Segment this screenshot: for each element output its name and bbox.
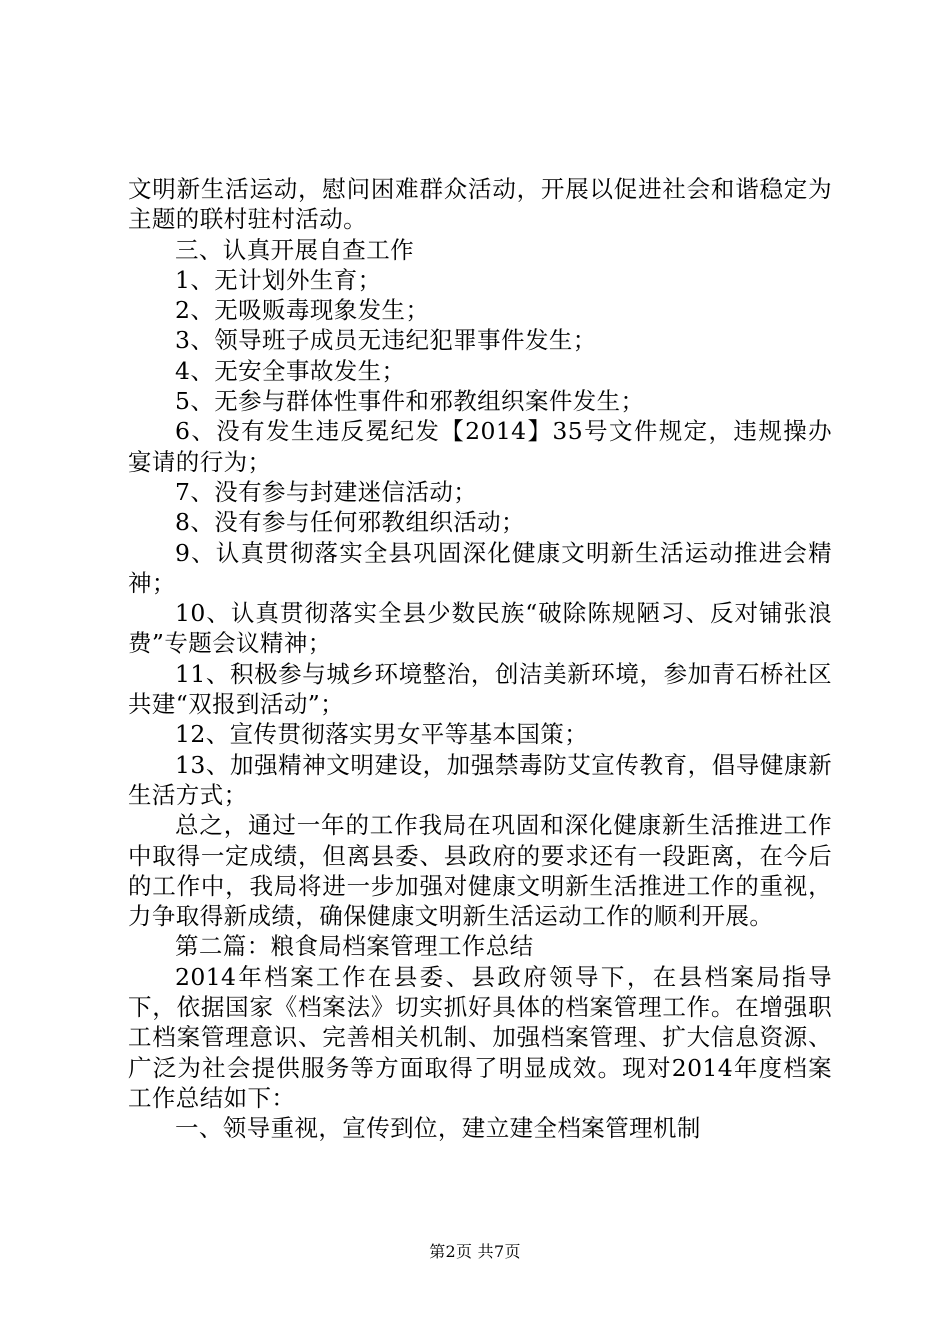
paragraph: 总之，通过一年的工作我局在巩固和深化健康新生活推进工作中取得一定成绩，但离县委、县政府的要求还有一段距离，在今后的工作中，我局将进一步加强对健康文明新生活推进工作的重视，力争取得新成绩，确保健康文明新生活运动工作的顺利开展。 [128, 811, 832, 931]
paragraph: 12、宣传贯彻落实男女平等基本国策； [175, 720, 589, 749]
document-body [128, 174, 832, 1144]
paragraph: 10、认真贯彻落实全县少数民族“破除陈规陋习、反对铺张浪费”专题会议精神； [128, 599, 832, 658]
paragraph: 1、无计划外生育； [175, 265, 382, 294]
paragraph: 4、无安全事故发生； [175, 356, 406, 385]
paragraph: 7、没有参与封建迷信活动； [175, 477, 478, 506]
paragraph: 3、领导班子成员无违纪犯罪事件发生； [175, 326, 597, 355]
paragraph: 三、认真开展自查工作 [175, 235, 414, 264]
paragraph: 5、无参与群体性事件和邪教组织案件发生； [175, 387, 645, 416]
paragraph: 第二篇：粮食局档案管理工作总结 [175, 932, 534, 961]
paragraph: 11、积极参与城乡环境整治，创洁美新环境，参加青石桥社区共建“双报到活动”； [128, 659, 832, 719]
paragraph: 2014年档案工作在县委、县政府领导下，在县档案局指导下，依据国家《档案法》切实抓好具体的档案管理工作。在增强职工档案管理意识、完善相关机制、加强档案管理、扩大信息资源、广泛为社会提供服务等方面取得了明显成效。现对2014年度档案工作总结如下： [128, 962, 832, 1112]
paragraph: 8、没有参与任何邪教组织活动； [175, 508, 525, 537]
paragraph: 2、无吸贩毒现象发生； [175, 296, 430, 325]
paragraph: 文明新生活运动，慰问困难群众活动，开展以促进社会和谐稳定为主题的联村驻村活动。 [128, 175, 832, 234]
page-footer: 第2页 共7页 [429, 1242, 521, 1261]
paragraph: 一、领导重视，宣传到位，建立建全档案管理机制 [175, 1114, 701, 1143]
paragraph: 13、加强精神文明建设，加强禁毒防艾宣传教育，倡导健康新生活方式； [128, 750, 832, 809]
paragraph: 9、认真贯彻落实全县巩固深化健康文明新生活运动推进会精神； [128, 538, 832, 597]
paragraph: 6、没有发生违反冕纪发【2014】35号文件规定，违规操办宴请的行为； [128, 417, 832, 476]
